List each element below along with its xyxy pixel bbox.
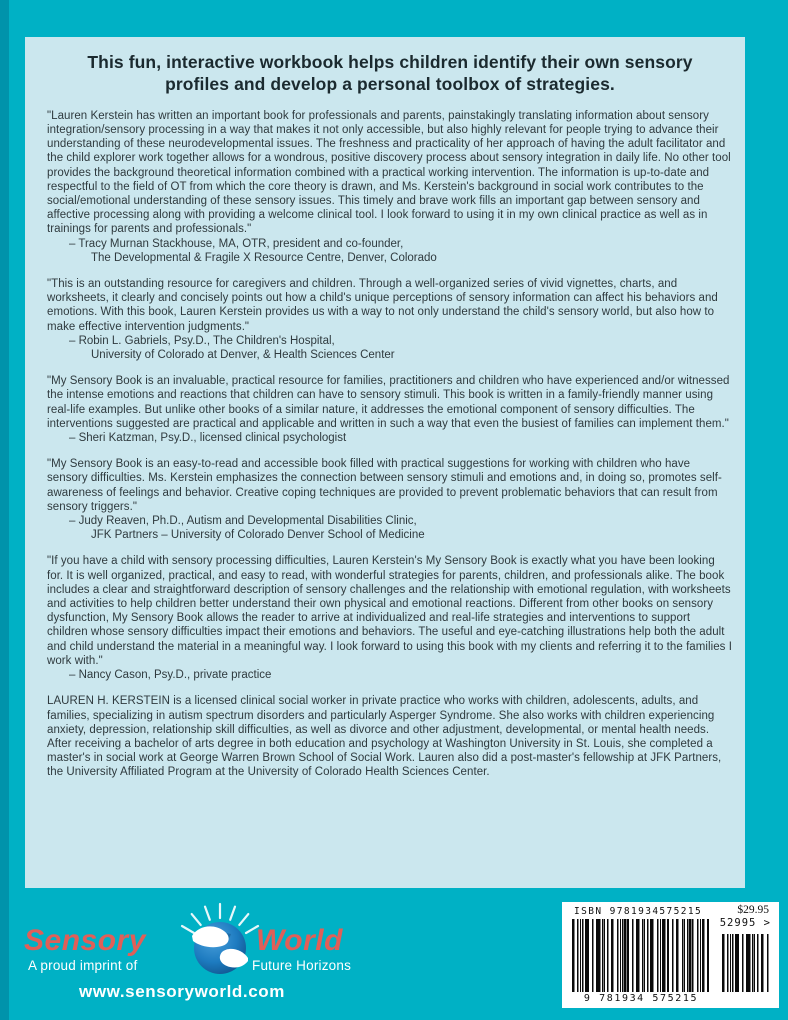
testimonial-attribution: – Robin L. Gabriels, Psy.D., The Children's Hospital, — [69, 334, 335, 347]
testimonial-attribution: University of Colorado at Denver, & Health Sciences Center — [91, 349, 395, 362]
spine-edge — [0, 0, 9, 1020]
testimonial-quote: "If you have a child with sensory processing difficulties, Lauren Kerstein's My Sensory Book is exactly what you have been looking for. It is well organized, practical, and easy to read, with wonderful strategies for parents, children, and professionals alike. The book includes a clear and straightforward description of sensory challenges and the relationship with emotional regulation, with worksheets and activities to help children better understand their own physical and emotional reactions. Different from other books on sensory dysfunction, My Sensory Book allows the reader to arrive at individualized and real-life strategies and interventions to support children whose sensory difficulties impact their emotions and behaviors. The useful and eye-catching illustrations help both the adult and child understand the material in a meaningful way. I look forward to using this book with my clients and referring it to the families I work with." — [47, 555, 732, 667]
testimonial-attribution: The Developmental & Fragile X Resource Centre, Denver, Colorado — [91, 251, 437, 264]
publisher-name-first: Sensory — [24, 924, 146, 957]
testimonial-quote: "My Sensory Book is an invaluable, practical resource for families, practitioners and children who have experienced and/or witnessed the intense emotions and reactions that children can have to sensory stimuli. This book is written in a family-friendly manner using real-life examples. But unlike other books of a similar nature, it addresses the emotional component of sensory difficulties. The interventions suggested are practical and applicable and written in such a way that even the busiest of families can implement them." — [47, 375, 730, 430]
footer — [0, 888, 788, 1020]
author-bio: LAUREN H. KERSTEIN is a licensed clinical social worker in private practice who works with children, adolescents, adults, and families, specializing in autism spectrum disorders and particularly Asperger Syndrome. She also works with children experiencing anxiety, depression, relationship skill difficulties, as well as divorce and other adjustment, developmental, or mental health needs. After receiving a bachelor of arts degree in both education and psychology at Washington University in St. Louis, she completed a master's in social work at George Warren Brown School of Social Work. Lauren also did a post-master's fellowship at JFK Partners, the University Affiliated Program at the University of Colorado Health Sciences Center. — [47, 695, 722, 779]
testimonial-quote: "My Sensory Book is an easy-to-read and accessible book filled with practical suggestions for working with children who have sensory difficulties. Ms. Kerstein emphasizes the connection between sensory stimuli and emotions and, in doing so, promotes self-awareness of feelings and behavior. Creative coping techniques are provided to prevent problematic behaviors that can result from sensory triggers." — [47, 458, 722, 513]
testimonial-cason — [47, 554, 733, 682]
isbn-number-top: ISBN 9781934575215 — [574, 906, 703, 917]
price-addon-barcode-bars — [722, 934, 770, 992]
testimonial-attribution: – Sheri Katzman, Psy.D., licensed clinical psychologist — [69, 432, 347, 445]
globe-with-hands-icon — [180, 894, 260, 978]
price-code: 52995 > — [719, 917, 771, 929]
isbn-number-bottom: 9 781934 575215 — [568, 993, 714, 1004]
testimonial-attribution: – Judy Reaven, Ph.D., Autism and Developmental Disabilities Clinic, — [69, 515, 417, 528]
publisher-name-second: World — [256, 924, 343, 957]
testimonial-attribution: – Nancy Cason, Psy.D., private practice — [69, 669, 272, 682]
testimonial-quote: "Lauren Kerstein has written an important book for professionals and parents, painstakingly translating information about sensory integration/sensory processing in a way that makes it not only accessible, but also highly relevant for people trying to advance their understanding of these neurodevelopmental issues. The freshness and practicality of her approach of having the adult facilitator and the child explorer work together allows for a wondrous, positive discovery process about sensory integration in daily life. No other tool provides the background theoretical information combined with a practical working intervention. The information is up-to-date and respectful to the field of OT from which the core theory is drawn, and Ms. Kerstein's background in social work contributes to the social/emotional understanding of these sensory issues. This timely and brave work fills an important gap between sensory and affective processing along with providing a welcome clinical tool. I look forward to using it in my own clinical practice as well as in trainings for parents and professionals." — [47, 109, 731, 236]
price-label: $29.95 — [737, 904, 769, 916]
ean-barcode-bars — [572, 919, 710, 992]
testimonial-quote: "This is an outstanding resource for caregivers and children. Through a well-organized series of vivid vignettes, charts, and worksheets, it clearly and concisely points out how a child's unique perceptions of sensory information can affect his behaviors and emotions. With this book, Lauren Kerstein provides us with a way to not only understand the child's sensory world, but also how to make effective intervention judgments." — [47, 278, 718, 333]
publisher-website-link[interactable]: www.sensoryworld.com — [79, 982, 285, 1001]
testimonial-reaven — [47, 457, 733, 542]
testimonial-stackhouse — [47, 109, 733, 265]
imprint-parent-company: Future Horizons — [252, 958, 352, 973]
publisher-logo — [22, 894, 372, 1018]
testimonial-katzman — [47, 374, 733, 445]
testimonial-gabriels — [47, 277, 733, 362]
headline: This fun, interactive workbook helps children identify their own sensory profiles and develop a personal toolbox of strategies. — [87, 52, 693, 95]
imprint-tagline: A proud imprint of — [28, 958, 138, 973]
testimonial-attribution: JFK Partners – University of Colorado Denver School of Medicine — [91, 529, 425, 542]
content-panel — [25, 37, 745, 888]
barcode — [562, 902, 779, 1008]
testimonial-attribution: – Tracy Murnan Stackhouse, MA, OTR, president and co-founder, — [69, 237, 404, 250]
